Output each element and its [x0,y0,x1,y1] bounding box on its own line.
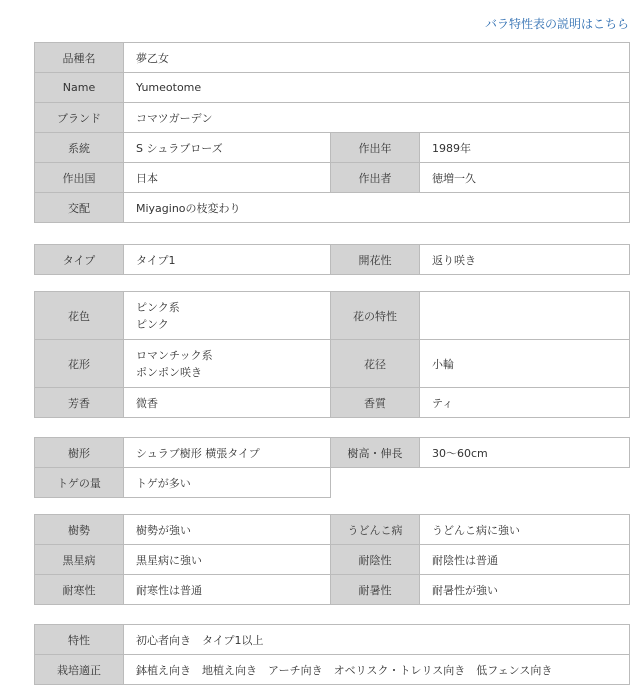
cold-label: 耐寒性 [35,575,124,605]
usage-value: 鉢植え向き 地植え向き アーチ向き オベリスク・トレリス向き 低フェンス向き [124,655,630,685]
scent-value: 微香 [124,388,331,418]
feature-value [420,292,630,340]
shade-label: 耐陰性 [331,545,420,575]
type-value: タイプ1 [124,245,331,275]
trait-value: 初心者向き タイプ1以上 [124,625,630,655]
quality-value: ティ [420,388,630,418]
cross-label: 交配 [35,193,124,223]
trait-label: 特性 [35,625,124,655]
height-value: 30〜60cm [420,438,630,468]
height-label: 樹高・伸長 [331,438,420,468]
shape-detail: ポンポン咲き [136,365,202,379]
name-value: Yumeotome [124,73,630,103]
heat-label: 耐暑性 [331,575,420,605]
type-label: タイプ [35,245,124,275]
cross-value: Miyaginoの枝変わり [124,193,630,223]
color-value [124,292,331,340]
health-table [34,514,630,605]
blackspot-value: 黒星病に強い [124,545,331,575]
size-value: 小輪 [420,340,630,388]
name-label: Name [35,73,124,103]
thorn-label: トゲの量 [35,468,124,498]
heat-value: 耐暑性が強い [420,575,630,605]
country-label: 作出国 [35,163,124,193]
scent-label: 芳香 [35,388,124,418]
shade-value: 耐陰性は普通 [420,545,630,575]
breeder-label: 作出者 [331,163,420,193]
year-label: 作出年 [331,133,420,163]
rose-guide-link[interactable]: バラ特性表の説明はこちら [484,17,629,31]
usage-label: 栽培適正 [35,655,124,685]
variety-value: 夢乙女 [124,43,630,73]
flower-table [34,291,630,418]
mildew-label: うどんこ病 [331,515,420,545]
brand-value: コマツガーデン [124,103,630,133]
line-label: 系統 [35,133,124,163]
habit-value: 返り咲き [420,245,630,275]
misc-table [34,624,630,685]
bloom-type-table [34,244,630,275]
habit-label: 開花性 [331,245,420,275]
basic-info-table [34,42,630,223]
vigor-label: 樹勢 [35,515,124,545]
year-value: 1989年 [420,133,630,163]
variety-label: 品種名 [35,43,124,73]
breeder-value: 徳増一久 [420,163,630,193]
empty-cell [331,468,630,498]
form-label: 樹形 [35,438,124,468]
shape-value [124,340,331,388]
line-value: S シュラブローズ [124,133,331,163]
feature-label: 花の特性 [331,292,420,340]
brand-label: ブランド [35,103,124,133]
color-detail: ピンク [136,317,169,331]
form-value: シュラブ樹形 横張タイプ [124,438,331,468]
thorn-value: トゲが多い [124,468,331,498]
vigor-value: 樹勢が強い [124,515,331,545]
country-value: 日本 [124,163,331,193]
cold-value: 耐寒性は普通 [124,575,331,605]
shape-group: ロマンチック系 [136,348,213,362]
blackspot-label: 黒星病 [35,545,124,575]
tree-table [34,437,630,498]
color-group: ピンク系 [136,300,180,314]
quality-label: 香質 [331,388,420,418]
size-label: 花径 [331,340,420,388]
shape-label: 花形 [35,340,124,388]
mildew-value: うどんこ病に強い [420,515,630,545]
color-label: 花色 [35,292,124,340]
